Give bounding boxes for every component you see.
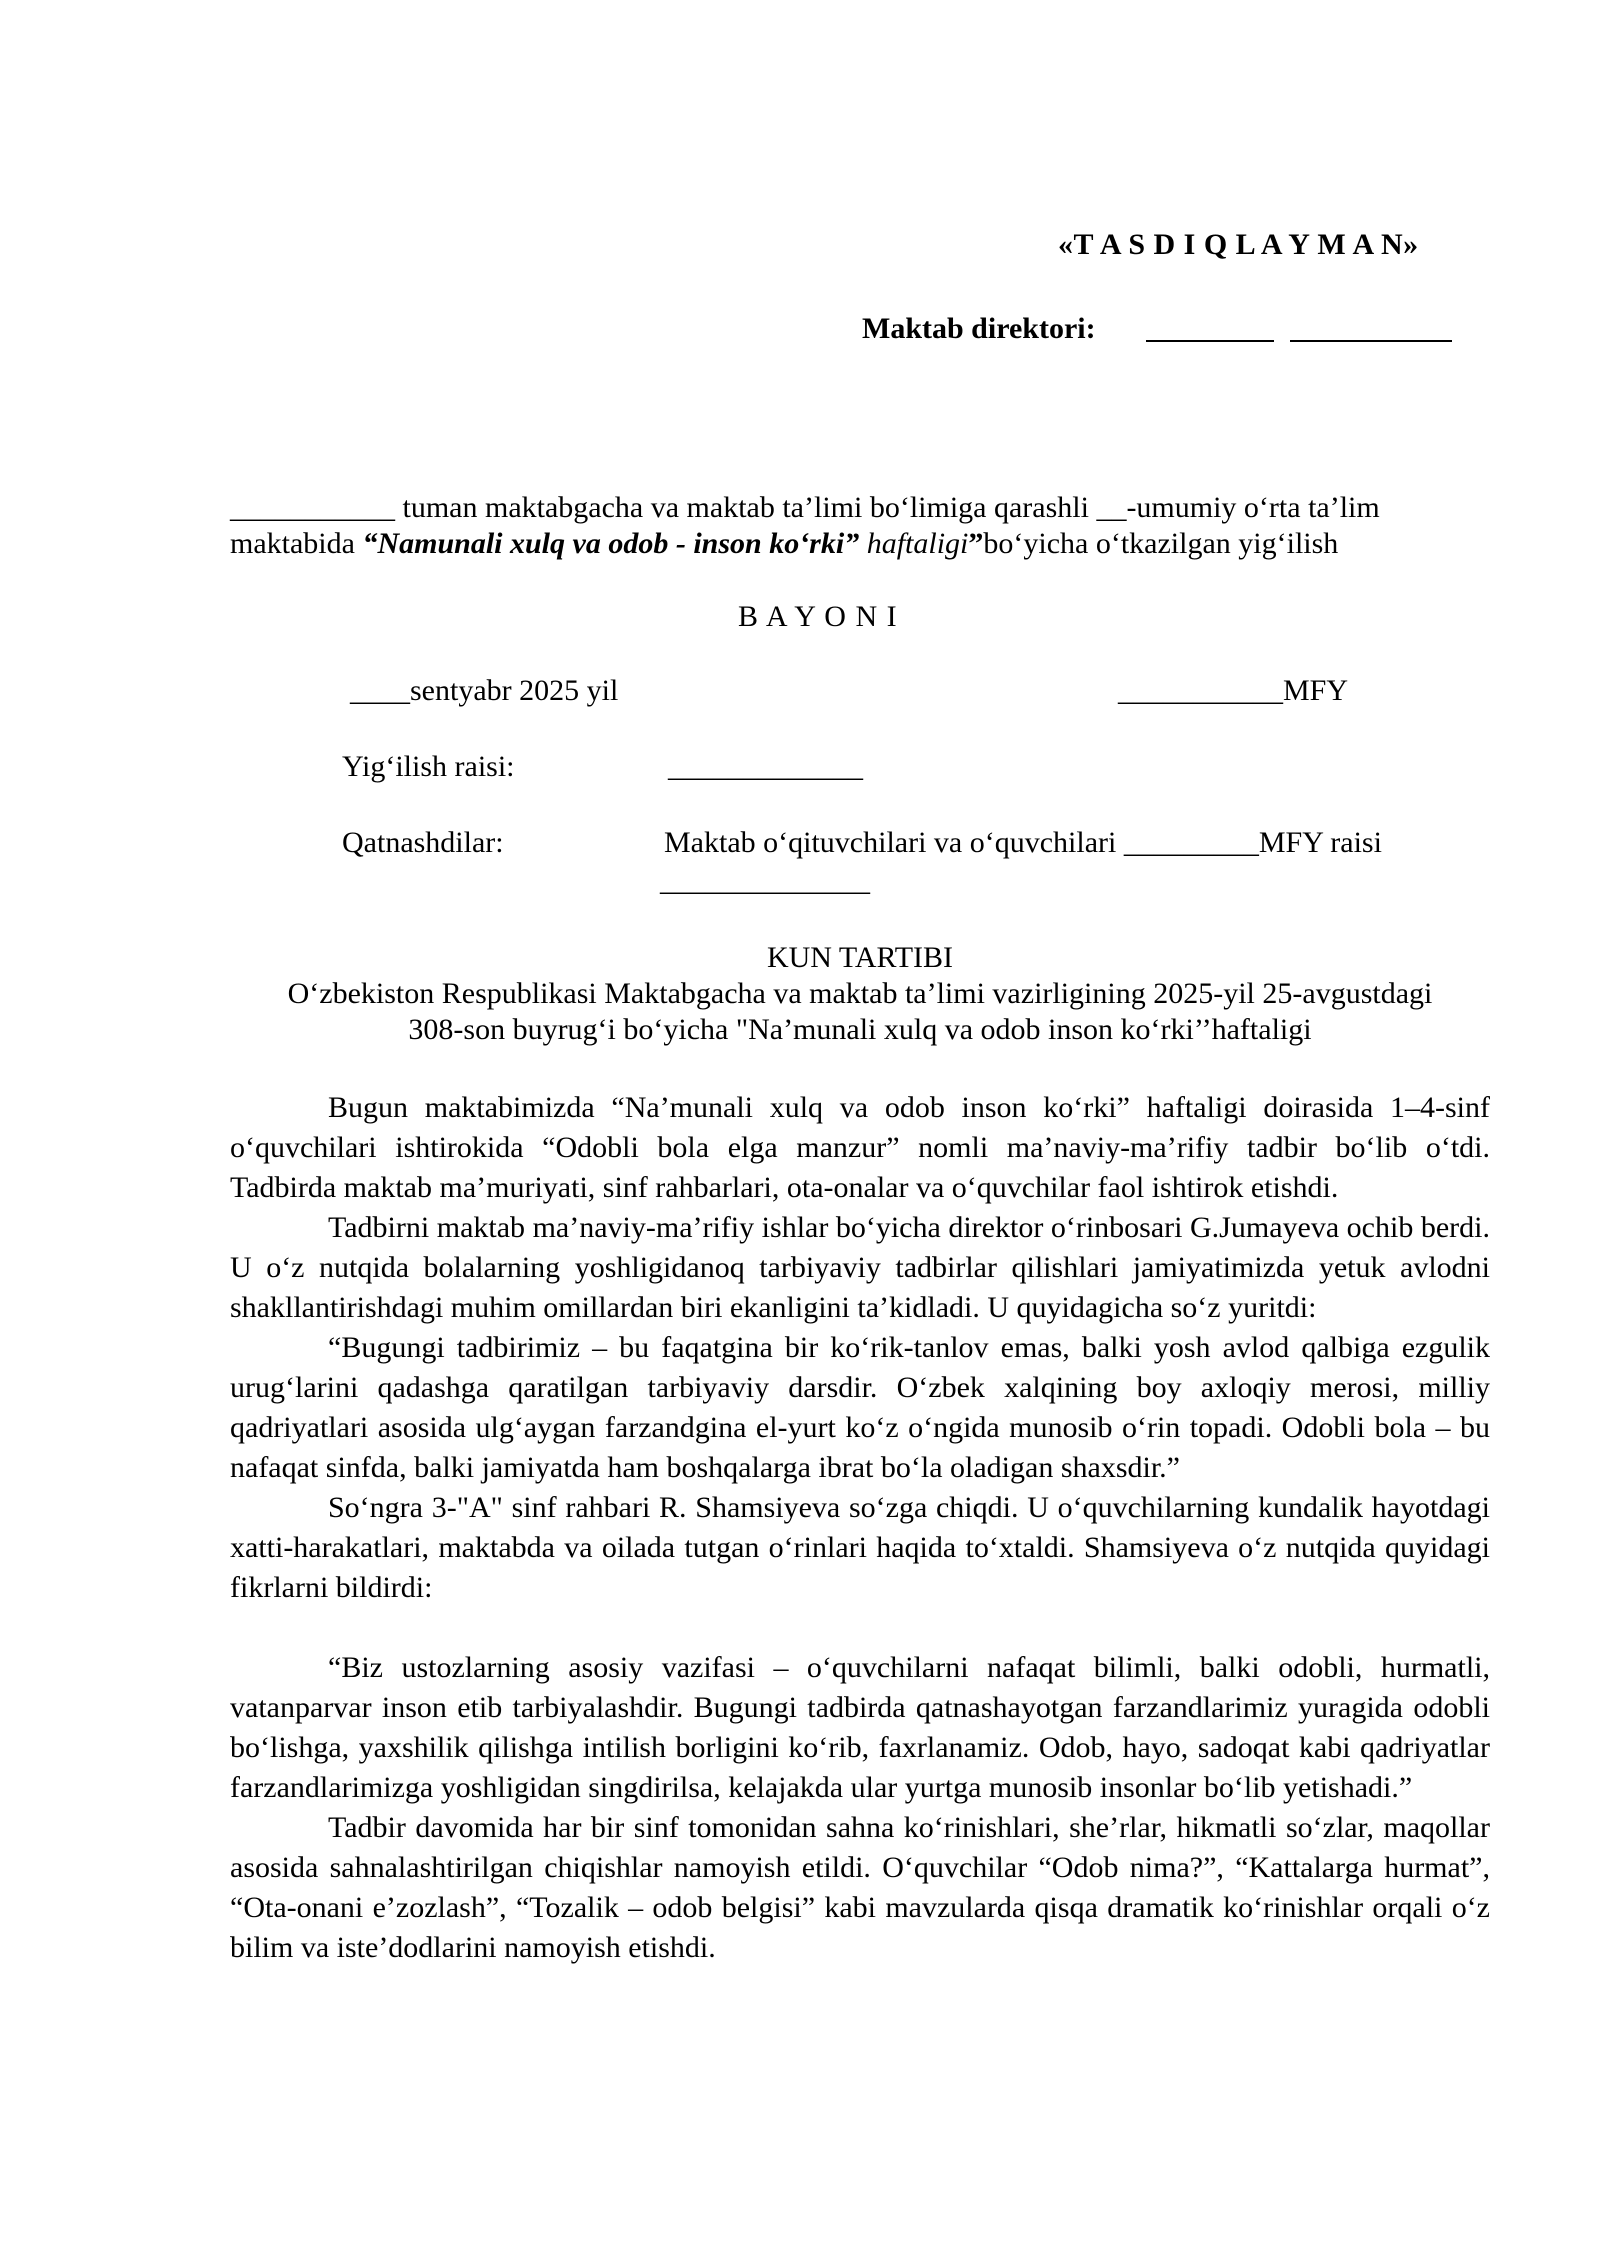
meeting-heading bbox=[230, 490, 1490, 562]
heading-line1: tuman maktabgacha va maktab ta’limi bo‘limiga qarashli __-umumiy o‘rta ta’lim bbox=[395, 491, 1380, 524]
agenda-line1: O‘zbekiston Respublikasi Maktabgacha va maktab ta’limi vazirligining 2025-yil 25-avgustdagi bbox=[287, 977, 1433, 1010]
participants-extra-line: ______________ bbox=[660, 864, 870, 897]
chair-label: Yig‘ilish raisi: bbox=[342, 750, 515, 783]
director-name-line bbox=[1290, 314, 1452, 342]
paragraph: So‘ngra 3-"A" sinf rahbari R. Shamsiyeva so‘zga chiqdi. U o‘quvchilarning kundalik hayotdagi xatti-harakatlari, maktabda va oilada tutgan o‘rinlari haqida to‘xtaldi. Shamsiyeva o‘z nutqida quyidagi fikrlarni bildirdi: bbox=[230, 1491, 1490, 1604]
document-title: B A Y O N I bbox=[738, 600, 898, 633]
paragraph: Tadbirni maktab ma’naviy-ma’rifiy ishlar bo‘yicha direktor o‘rinbosari G.Jumayeva ochib berdi. U o‘z nutqida bolalarning yoshligidanoq tarbiyaviy tadbirlar qilishlari jamiyatimizda yetuk avlodni shakllantirishdagi muhim omillardan biri ekanligini ta’kidladi. U quyidagicha so‘z yuritdi: bbox=[230, 1211, 1490, 1324]
paragraph: Tadbir davomida har bir sinf tomonidan sahna ko‘rinishlari, she’rlar, hikmatli so‘zlar, maqollar asosida sahnalashtirilgan chiqishlar namoyish etildi. O‘quvchilar “Odob nima?”, “Kattalarga hurmat”, “Ota-onani e’zozlash”, “Tozalik – odob belgisi” kabi mavzularda qisqa dramatik ko‘rinishlar orqali o‘z bilim va iste’dodlarini namoyish etishdi. bbox=[230, 1811, 1490, 1964]
agenda-title: KUN TARTIBI bbox=[766, 941, 954, 974]
week-title: “Namunali xulq va odob - inson ko‘rki” bbox=[362, 527, 860, 560]
heading-line2-prefix: maktabida bbox=[230, 527, 363, 560]
meeting-date: ____sentyabr 2025 yil bbox=[350, 674, 619, 707]
closing-quote: ” bbox=[968, 527, 984, 560]
week-label: haftaligi bbox=[859, 527, 969, 560]
director-label: Maktab direktori: bbox=[862, 312, 1096, 345]
quote-paragraph: “Biz ustozlarning asosiy vazifasi – o‘quvchilarni nafaqat bilimli, balki odobli, hurmatli, vatanparvar inson etib tarbiyalashdir. Bugungi tadbirda qatnashayotgan farzandlarimiz yuragida odobli bo‘lishga, yaxshilik qilishga intilish borligini ko‘rib, faxrlanamiz. Odob, hayo, sadoqat kabi qadriyatlar farzandlarimizga yoshligidan singdirilsa, kelajakda ular yurtga munosib insonlar bo‘lib yetishadi.” bbox=[230, 1651, 1490, 1804]
agenda-block bbox=[230, 940, 1490, 1048]
heading-line2-suffix: bo‘yicha o‘tkazilgan yig‘ilish bbox=[983, 527, 1339, 560]
minutes-body bbox=[230, 1088, 1490, 1968]
participants-value: Maktab o‘qituvchilari va o‘quvchilari _________MFY raisi bbox=[664, 826, 1382, 859]
approval-heading: «T A S D I Q L A Y M A N» bbox=[1058, 228, 1419, 261]
chair-value: _____________ bbox=[668, 750, 863, 783]
district-blank: ___________ bbox=[230, 491, 395, 524]
paragraph: Bugun maktabimizda “Na’munali xulq va odob inson ko‘rki” haftaligi doirasida 1–4-sinf o‘quvchilari ishtirokida “Odobli bola elga manzur” nomli ma’naviy-ma’rifiy tadbir bo‘lib o‘tdi. Tadbirda maktab ma’muriyati, sinf rahbarlari, ota-onalar va o‘quvchilar faol ishtirok etishdi. bbox=[230, 1091, 1490, 1204]
director-signature-line bbox=[1146, 314, 1274, 342]
agenda-line2: 308-son buyrug‘i bo‘yicha "Na’munali xulq va odob inson ko‘rki’’haftaligi bbox=[408, 1013, 1312, 1046]
quote-paragraph: “Bugungi tadbirimiz – bu faqatgina bir ko‘rik-tanlov emas, balki yosh avlod qalbiga ezgulik urug‘larini qadashga qaratilgan tarbiyaviy darsdir. O‘zbek xalqining boy axloqiy merosi, milliy qadriyatlari asosida ulg‘aygan farzandgina el-yurt ko‘z o‘ngida munosib o‘rin topadi. Odobli bola – bu nafaqat sinfda, balki jamiyatda ham boshqalarga ibrat bo‘la oladigan shaxsdir.” bbox=[230, 1331, 1490, 1484]
mfy-name: ___________MFY bbox=[1118, 674, 1349, 707]
participants-label: Qatnashdilar: bbox=[342, 826, 504, 859]
